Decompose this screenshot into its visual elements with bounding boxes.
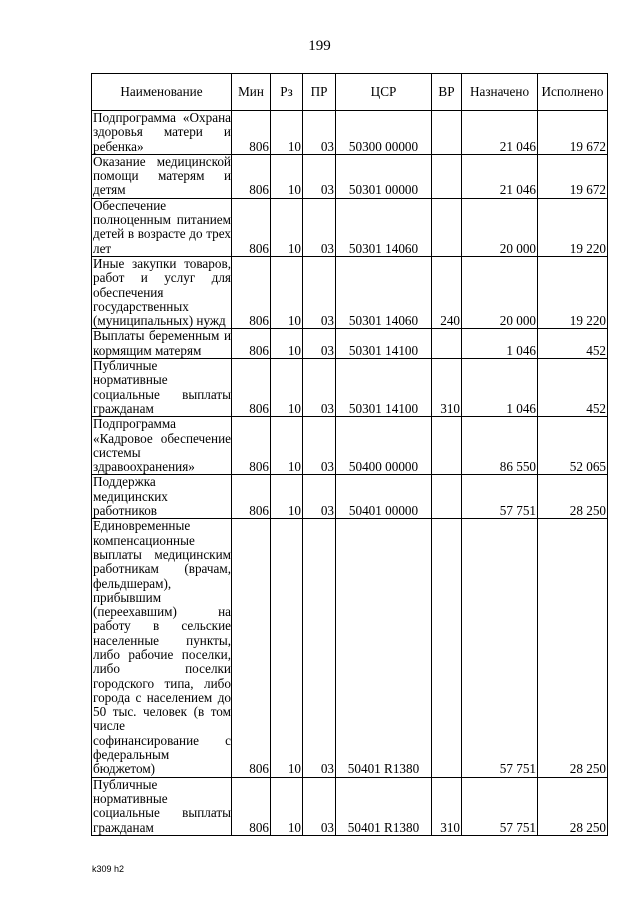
row-rz: 10: [271, 777, 303, 835]
row-executed: 19 672: [538, 154, 608, 198]
row-pr: 03: [303, 519, 336, 777]
row-csr: 50301 14060: [336, 256, 432, 328]
row-rz: 10: [271, 256, 303, 328]
row-assigned: 21 046: [462, 111, 538, 155]
row-min: 806: [232, 198, 271, 256]
row-executed: 19 220: [538, 198, 608, 256]
row-min: 806: [232, 777, 271, 835]
page-number: 199: [308, 38, 331, 54]
row-rz: 10: [271, 198, 303, 256]
row-assigned: 57 751: [462, 475, 538, 519]
row-vr: [432, 154, 462, 198]
row-vr: [432, 111, 462, 155]
row-csr: 50401 R1380: [336, 777, 432, 835]
row-min: 806: [232, 417, 271, 475]
row-executed: 52 065: [538, 417, 608, 475]
row-pr: 03: [303, 777, 336, 835]
table-row: [92, 359, 608, 417]
row-name: Подпрограмма «Кадровое обеспечение системы здравоохранения»: [93, 416, 231, 475]
row-pr: 03: [303, 475, 336, 519]
row-executed: 19 672: [538, 111, 608, 155]
row-vr: [432, 417, 462, 475]
header-csr: ЦСР: [336, 74, 432, 111]
row-pr: 03: [303, 111, 336, 155]
row-csr: 50300 00000: [336, 111, 432, 155]
header-rz: Рз: [271, 74, 303, 111]
row-assigned: 20 000: [462, 256, 538, 328]
table-row: [92, 777, 608, 835]
table-row: [92, 111, 608, 155]
row-csr: 50301 00000: [336, 154, 432, 198]
header-vr: ВР: [432, 74, 462, 111]
row-rz: 10: [271, 519, 303, 777]
row-rz: 10: [271, 417, 303, 475]
row-csr: 50301 14060: [336, 198, 432, 256]
row-name: Иные закупки товаров, работ и услуг для обеспечения государственных (муниципальных) нужд: [93, 256, 231, 329]
row-assigned: 86 550: [462, 417, 538, 475]
row-csr: 50401 R1380: [336, 519, 432, 777]
row-vr: [432, 329, 462, 359]
row-min: 806: [232, 519, 271, 777]
row-executed: 452: [538, 359, 608, 417]
row-rz: 10: [271, 475, 303, 519]
row-executed: 28 250: [538, 519, 608, 777]
table-header-row: [92, 74, 608, 111]
row-min: 806: [232, 256, 271, 328]
row-pr: 03: [303, 198, 336, 256]
row-assigned: 21 046: [462, 154, 538, 198]
row-rz: 10: [271, 154, 303, 198]
row-vr: 310: [432, 359, 462, 417]
budget-table: [91, 73, 608, 836]
row-pr: 03: [303, 417, 336, 475]
row-csr: 50301 14100: [336, 329, 432, 359]
row-vr: 240: [432, 256, 462, 328]
row-name: Выплаты беременным и кормящим матерям: [93, 328, 231, 358]
table-row: [92, 417, 608, 475]
row-pr: 03: [303, 154, 336, 198]
table-row: [92, 329, 608, 359]
row-name: Оказание медицинской помощи матерям и детям: [93, 154, 231, 198]
table-row: [92, 475, 608, 519]
row-csr: 50401 00000: [336, 475, 432, 519]
table-row: [92, 256, 608, 328]
row-name: Единовременные компенсационные выплаты медицинским работникам (врачам, фельдшерам), прибывшим (переехавшим) на работу в сельские населенные пункты, либо рабочие поселки, либо поселки городского типа, либо города с населением до 50 тыс. человек (в том числе софинансирование с федеральным бюджетом): [93, 518, 231, 777]
table-row: [92, 519, 608, 777]
row-vr: [432, 519, 462, 777]
row-executed: 452: [538, 329, 608, 359]
row-assigned: 20 000: [462, 198, 538, 256]
row-name: Публичные нормативные социальные выплаты гражданам: [93, 777, 231, 835]
table-row: [92, 154, 608, 198]
row-min: 806: [232, 154, 271, 198]
row-executed: 19 220: [538, 256, 608, 328]
header-assigned: Назначено: [462, 74, 538, 111]
row-vr: [432, 475, 462, 519]
table-row: [92, 198, 608, 256]
footer-code: k309 h2: [92, 864, 125, 874]
row-rz: 10: [271, 359, 303, 417]
row-min: 806: [232, 329, 271, 359]
row-min: 806: [232, 111, 271, 155]
header-pr: ПР: [303, 74, 336, 111]
row-vr: [432, 198, 462, 256]
row-vr: 310: [432, 777, 462, 835]
row-name: Обеспечение полноценным питанием детей в возрасте до трех лет: [93, 198, 231, 256]
row-name: Поддержка медицинских работников: [92, 475, 232, 519]
row-assigned: 1 046: [462, 329, 538, 359]
row-assigned: 57 751: [462, 519, 538, 777]
row-pr: 03: [303, 329, 336, 359]
row-csr: 50301 14100: [336, 359, 432, 417]
header-executed: Исполнено: [538, 74, 608, 111]
header-name: Наименование: [92, 74, 232, 111]
row-rz: 10: [271, 111, 303, 155]
row-name: Публичные нормативные социальные выплаты гражданам: [93, 358, 231, 416]
row-pr: 03: [303, 359, 336, 417]
row-pr: 03: [303, 256, 336, 328]
row-csr: 50400 00000: [336, 417, 432, 475]
row-name: Подпрограмма «Охрана здоровья матери и ребенка»: [93, 110, 231, 154]
row-executed: 28 250: [538, 777, 608, 835]
row-rz: 10: [271, 329, 303, 359]
row-assigned: 1 046: [462, 359, 538, 417]
row-executed: 28 250: [538, 475, 608, 519]
row-min: 806: [232, 475, 271, 519]
header-min: Мин: [232, 74, 271, 111]
row-assigned: 57 751: [462, 777, 538, 835]
row-min: 806: [232, 359, 271, 417]
